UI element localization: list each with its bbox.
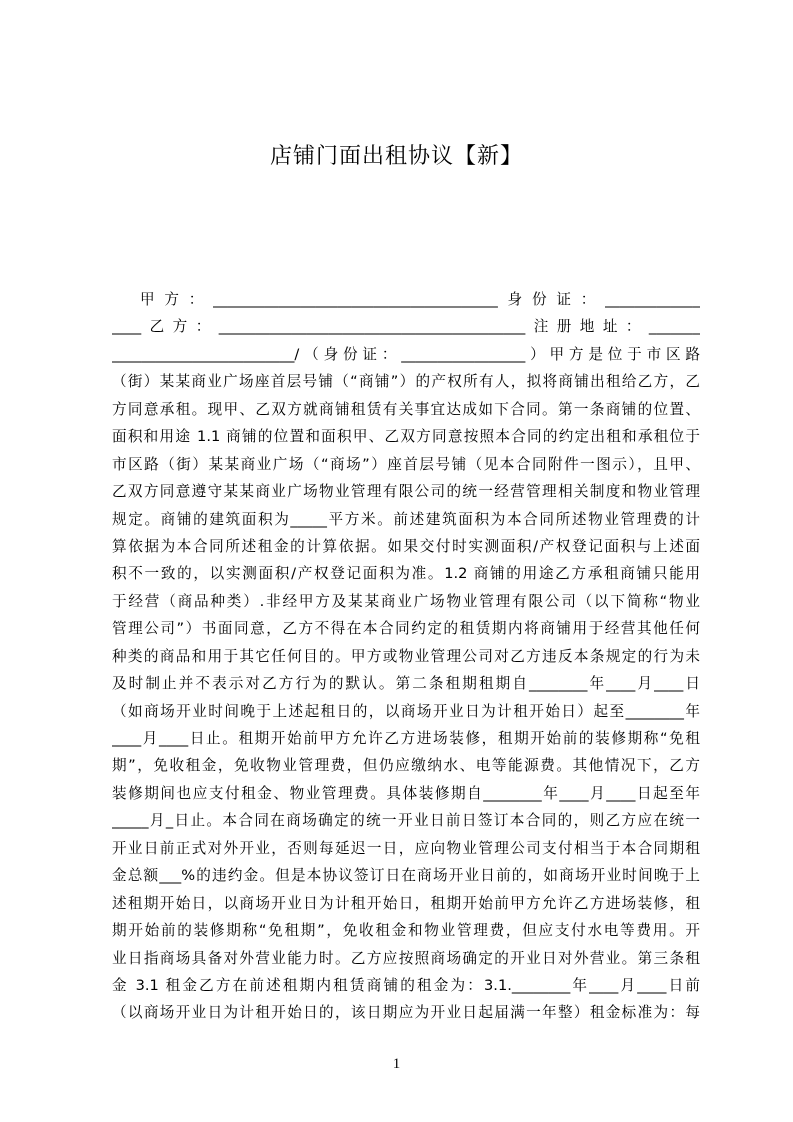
text-line: 业日指商场具备对外营业能力时。乙方应按照商场确定的开业日对外营业。第三条租 <box>112 949 700 967</box>
text-line: 乙双方同意遵守某某商业广场物业管理有限公司的统一经营管理相关制度和物业管理 <box>112 483 700 501</box>
text-line: 述租期开始日，以商场开业日为计租开始日，租期开始前甲方允许乙方进场装修，租 <box>112 894 700 912</box>
text-line: 于经营（商品种类）.非经甲方及某某商业广场物业管理有限公司（以下简称“物业 <box>112 592 700 610</box>
text-line: 期”，免收租金，免收物业管理费，但仍应缴纳水、电等能源费。其他情况下，乙方 <box>112 757 700 775</box>
text-line: 期开始前的装修期称“免租期”，免收租金和物业管理费，但应支付水电等费用。开 <box>112 922 700 940</box>
text-line: 管理公司”）书面同意，乙方不得在本合同约定的租赁期内将商铺用于经营其他任何 <box>112 620 700 638</box>
text-line: 及时制止并不表示对乙方行为的默认。第二条租期租期自________年____月____日 <box>112 675 700 693</box>
text-line: （以商场开业日为计租开始日的，该日期应为开业日起届满一年整）租金标准为：每 <box>112 1004 700 1022</box>
text-line: ____月____日止。租期开始前甲方允许乙方进场装修，租期开始前的装修期称“免租 <box>112 730 700 747</box>
page-number: 1 <box>392 1056 401 1072</box>
text-line: 种类的商品和用于其它任何目的。甲方或物业管理公司对乙方违反本条规定的行为未 <box>112 647 700 665</box>
text-line: 金总额___%的违约金。但是本协议签订日在商场开业日前的，如商场开业时间晚于上 <box>112 867 700 885</box>
text-line: （街）某某商业广场座首层号铺（“商铺”）的产权所有人，拟将商铺出租给乙方，乙 <box>112 373 700 391</box>
document-title: 店铺门面出租协议【新】 <box>269 144 523 169</box>
text-line: 积不一致的，以实测面积/产权登记面积为准。1.2 商铺的用途乙方承租商铺只能用 <box>112 565 700 583</box>
text-line: 市区路（街）某某商业广场（“商场”）座首层号铺（见本合同附件一图示），且甲、 <box>112 455 700 473</box>
text-line: 金 3.1 租金乙方在前述租期内租赁商铺的租金为：3.1.________年____月____日前 <box>112 976 700 994</box>
text-line: 装修期间也应支付租金、物业管理费。具体装修期自________年____月____日起至年 <box>112 784 700 802</box>
text-line: ____乙方：__________________________________________注册地址：_______ <box>112 318 700 336</box>
text-line: 算依据为本合同所述租金的计算依据。如果交付时实测面积/产权登记面积与上述面 <box>112 537 700 555</box>
text-line: （如商场开业时间晚于上述起租日的，以商场开业日为计租开始日）起至________年 <box>112 702 700 720</box>
text-line: _____月_日止。本合同在商场确定的统一开业日前日签订本合同的，则乙方应在统一 <box>112 812 700 830</box>
text-line: 方同意承租。现甲、乙双方就商铺租赁有关事宜达成如下合同。第一条商铺的位置、 <box>112 400 700 418</box>
text-line: 甲方：_______________________________________身份证：_____________ <box>140 291 700 308</box>
contract-body <box>112 286 700 1027</box>
text-line: 面积和用途 1.1 商铺的位置和面积甲、乙双方同意按照本合同的约定出租和承租位于 <box>112 428 700 446</box>
text-line: 开业日前正式对外开业，否则每延迟一日，应向物业管理公司支付相当于本合同期租 <box>112 839 700 857</box>
text-line: _________________________/（身份证：_________________）甲方是位于市区路 <box>112 345 700 363</box>
text-line: 规定。商铺的建筑面积为_____平方米。前述建筑面积为本合同所述物业管理费的计 <box>112 510 700 528</box>
